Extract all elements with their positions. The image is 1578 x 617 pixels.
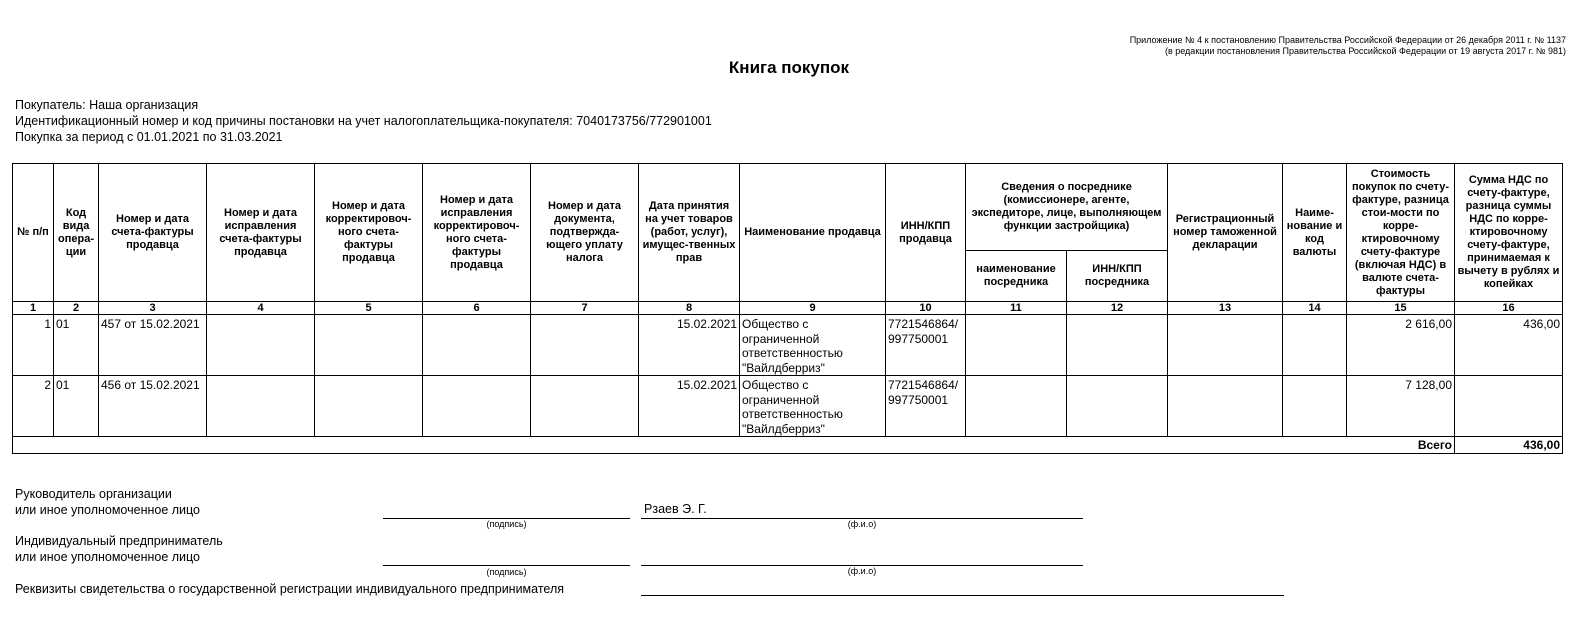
col-header-10: ИНН/КПП продавца — [886, 164, 966, 302]
operation-code: 01 — [54, 376, 99, 437]
col-number: 1 — [13, 302, 54, 315]
head-label-line1: Руководитель организации — [15, 487, 172, 501]
col-number: 11 — [966, 302, 1067, 315]
empty-cell — [1168, 376, 1283, 437]
vat-amount — [1455, 376, 1563, 437]
empty-cell — [423, 315, 531, 376]
column-numbers-row — [13, 302, 1563, 315]
empty-cell — [207, 315, 315, 376]
inn-line: Идентификационный номер и код причины постановки на учет налогоплательщика-покупателя: 7040173756/772901001 — [15, 114, 712, 128]
period-line: Покупка за период с 01.01.2021 по 31.03.2021 — [15, 130, 283, 144]
col-number: 14 — [1283, 302, 1347, 315]
empty-cell — [207, 376, 315, 437]
col-header-2: Код вида опера-ции — [54, 164, 99, 302]
invoice-number-date: 456 от 15.02.2021 — [99, 376, 207, 437]
col-number: 4 — [207, 302, 315, 315]
ip-signature-line — [383, 565, 630, 566]
ip-requisites-line — [641, 595, 1284, 596]
purchase-cost: 2 616,00 — [1347, 315, 1455, 376]
table-row — [13, 376, 1563, 437]
ip-requisites-label: Реквизиты свидетельства о государственной регистрации индивидуального предпринимателя — [15, 582, 565, 596]
col-number: 9 — [740, 302, 886, 315]
page-title: Книга покупок — [728, 58, 850, 77]
seller-inn-kpp: 7721546864/ 997750001 — [886, 315, 966, 376]
seller-name: Общество с ограниченной ответственностью "Вайлдберриз" — [740, 315, 886, 376]
col-number: 3 — [99, 302, 207, 315]
purchase-cost: 7 128,00 — [1347, 376, 1455, 437]
head-fio-value: Рзаев Э. Г. — [644, 502, 707, 516]
seller-inn-kpp: 7721546864/ 997750001 — [886, 376, 966, 437]
col-number: 12 — [1067, 302, 1168, 315]
total-value: 436,00 — [1455, 437, 1563, 454]
empty-cell — [966, 315, 1067, 376]
row-number: 2 — [13, 376, 54, 437]
empty-cell — [531, 315, 639, 376]
accept-date: 15.02.2021 — [639, 376, 740, 437]
col-header-14: Наиме-нование и код валюты — [1283, 164, 1347, 302]
total-label: Всего — [13, 437, 1455, 454]
operation-code: 01 — [54, 315, 99, 376]
empty-cell — [966, 376, 1067, 437]
table-row — [13, 315, 1563, 376]
col-number: 8 — [639, 302, 740, 315]
total-row — [13, 437, 1563, 454]
row-number: 1 — [13, 315, 54, 376]
head-signature-caption: (подпись) — [486, 519, 527, 529]
empty-cell — [315, 315, 423, 376]
head-label-line2: или иное уполномоченное лицо — [15, 503, 201, 517]
empty-cell — [1283, 376, 1347, 437]
col-number: 6 — [423, 302, 531, 315]
col-number: 13 — [1168, 302, 1283, 315]
empty-cell — [1283, 315, 1347, 376]
empty-cell — [1067, 376, 1168, 437]
col-header-7: Номер и дата документа, подтвержда-ющего уплату налога — [531, 164, 639, 302]
empty-cell — [423, 376, 531, 437]
col-header-intermediary: Сведения о посреднике (комиссионере, агенте, экспедиторе, лице, выполняющем функции застройщика) — [966, 164, 1168, 251]
buyer-line: Покупатель: Наша организация — [15, 98, 199, 112]
col-number: 2 — [54, 302, 99, 315]
purchase-book-table — [12, 163, 1563, 454]
appendix-line-1: Приложение № 4 к постановлению Правительства Российской Федерации от 26 декабря 2011 г. № 1137 — [1129, 35, 1566, 45]
col-header-9: Наименование продавца — [740, 164, 886, 302]
col-header-15: Стоимость покупок по счету-фактуре, разница стои-мости по корре-ктировочному счету-фактуре (включая НДС) в валюте счета-фактуры — [1347, 164, 1455, 302]
ip-fio-caption: (ф.и.о) — [847, 566, 877, 576]
ip-signature-caption: (подпись) — [486, 567, 527, 577]
col-header-6: Номер и дата исправления корректировоч-ного счета-фактуры продавца — [423, 164, 531, 302]
invoice-number-date: 457 от 15.02.2021 — [99, 315, 207, 376]
header-row — [13, 164, 1563, 251]
appendix-note — [1130, 35, 1566, 57]
col-number: 15 — [1347, 302, 1455, 315]
col-header-12: ИНН/КПП посредника — [1067, 251, 1168, 302]
head-fio-caption: (ф.и.о) — [847, 519, 877, 529]
ip-label-line1: Индивидуальный предприниматель — [15, 534, 223, 548]
col-header-11: наименование посредника — [966, 251, 1067, 302]
col-header-8: Дата принятия на учет товаров (работ, услуг), имущес-твенных прав — [639, 164, 740, 302]
empty-cell — [531, 376, 639, 437]
col-number: 7 — [531, 302, 639, 315]
col-number: 16 — [1455, 302, 1563, 315]
col-header-5: Номер и дата корректировоч-ного счета-фактуры продавца — [315, 164, 423, 302]
col-header-3: Номер и дата счета-фактуры продавца — [99, 164, 207, 302]
appendix-line-2: (в редакции постановления Правительства Российской Федерации от 19 августа 2017 г. № 981) — [1164, 46, 1566, 56]
col-number: 10 — [886, 302, 966, 315]
accept-date: 15.02.2021 — [639, 315, 740, 376]
empty-cell — [315, 376, 423, 437]
vat-amount: 436,00 — [1455, 315, 1563, 376]
seller-name: Общество с ограниченной ответственностью "Вайлдберриз" — [740, 376, 886, 437]
empty-cell — [1168, 315, 1283, 376]
col-header-1: № п/п — [13, 164, 54, 302]
col-header-13: Регистрационный номер таможенной декларации — [1168, 164, 1283, 302]
col-header-16: Сумма НДС по счету-фактуре, разница суммы НДС по корре-ктировочному счету-фактуре, принимаемая к вычету в рублях и копейках — [1455, 164, 1563, 302]
empty-cell — [1067, 315, 1168, 376]
col-header-4: Номер и дата исправления счета-фактуры продавца — [207, 164, 315, 302]
ip-label-line2: или иное уполномоченное лицо — [15, 550, 201, 564]
col-number: 5 — [315, 302, 423, 315]
